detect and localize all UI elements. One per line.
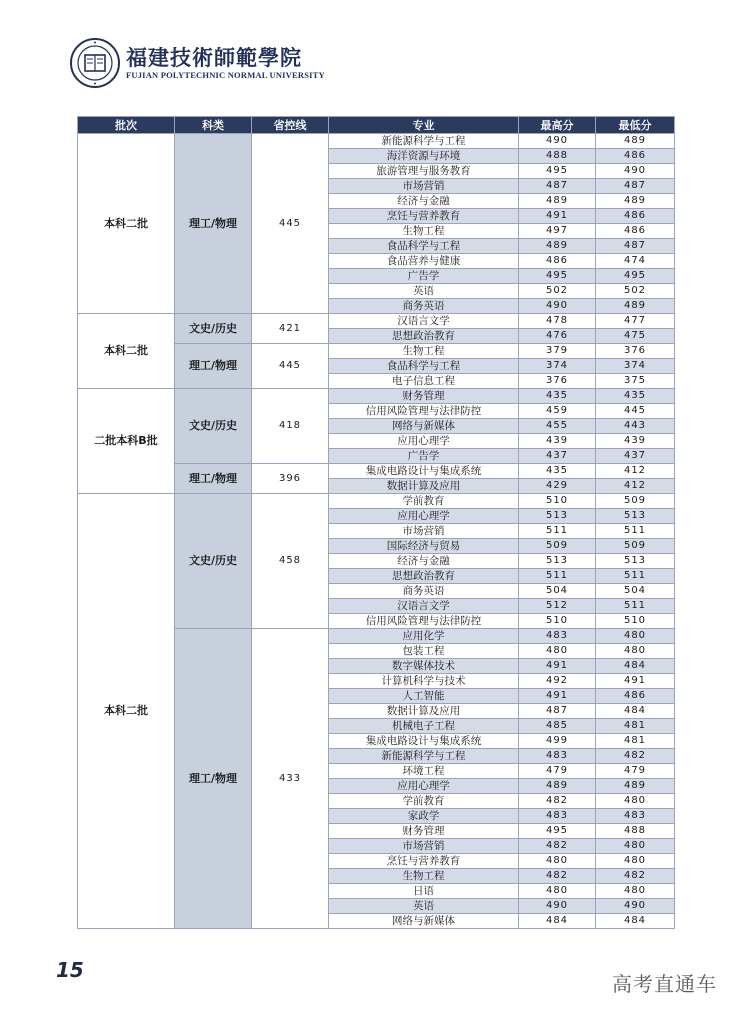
major-cell: 日语	[329, 884, 519, 899]
max-score-cell: 459	[519, 404, 596, 419]
major-cell: 数字媒体技术	[329, 659, 519, 674]
min-score-cell: 482	[596, 869, 675, 884]
min-score-cell: 511	[596, 569, 675, 584]
category-cell: 理工/物理	[175, 629, 252, 929]
category-cell: 文史/历史	[175, 494, 252, 629]
major-cell: 生物工程	[329, 344, 519, 359]
page-number: 15	[56, 958, 84, 982]
max-score-cell: 495	[519, 824, 596, 839]
max-score-cell: 492	[519, 674, 596, 689]
major-cell: 应用化学	[329, 629, 519, 644]
major-cell: 电子信息工程	[329, 374, 519, 389]
admission-score-table	[77, 116, 675, 929]
watermark-text: 高考直通车	[612, 972, 717, 996]
min-score-cell: 511	[596, 599, 675, 614]
max-score-cell: 497	[519, 224, 596, 239]
major-cell: 食品营养与健康	[329, 254, 519, 269]
min-score-cell: 513	[596, 509, 675, 524]
min-score-cell: 475	[596, 329, 675, 344]
max-score-cell: 483	[519, 749, 596, 764]
max-score-cell: 513	[519, 509, 596, 524]
table-row	[78, 389, 675, 404]
table-header-row	[78, 117, 675, 134]
table-body	[78, 134, 675, 929]
min-score-cell: 486	[596, 689, 675, 704]
min-score-cell: 489	[596, 194, 675, 209]
min-score-cell: 489	[596, 299, 675, 314]
min-score-cell: 435	[596, 389, 675, 404]
major-cell: 经济与金融	[329, 194, 519, 209]
min-score-cell: 510	[596, 614, 675, 629]
major-cell: 计算机科学与技术	[329, 674, 519, 689]
max-score-cell: 476	[519, 329, 596, 344]
major-cell: 英语	[329, 899, 519, 914]
min-score-cell: 489	[596, 134, 675, 149]
control-line-cell: 421	[252, 314, 329, 344]
major-cell: 学前教育	[329, 494, 519, 509]
min-score-cell: 480	[596, 854, 675, 869]
min-score-cell: 374	[596, 359, 675, 374]
max-score-cell: 439	[519, 434, 596, 449]
major-cell: 烹饪与营养教育	[329, 209, 519, 224]
max-score-cell: 513	[519, 554, 596, 569]
min-score-cell: 480	[596, 884, 675, 899]
table-row	[78, 134, 675, 149]
major-cell: 网络与新媒体	[329, 419, 519, 434]
min-score-cell: 504	[596, 584, 675, 599]
major-cell: 集成电路设计与集成系统	[329, 464, 519, 479]
major-cell: 思想政治教育	[329, 329, 519, 344]
max-score-cell: 502	[519, 284, 596, 299]
major-cell: 数据计算及应用	[329, 704, 519, 719]
column-header-batch: 批次	[78, 117, 175, 134]
major-cell: 市场营销	[329, 839, 519, 854]
max-score-cell: 491	[519, 689, 596, 704]
min-score-cell: 474	[596, 254, 675, 269]
major-cell: 广告学	[329, 269, 519, 284]
school-seal-icon	[70, 38, 120, 88]
major-cell: 国际经济与贸易	[329, 539, 519, 554]
max-score-cell: 429	[519, 479, 596, 494]
max-score-cell: 482	[519, 839, 596, 854]
column-header-max-score: 最高分	[519, 117, 596, 134]
min-score-cell: 509	[596, 494, 675, 509]
major-cell: 信用风险管理与法律防控	[329, 404, 519, 419]
max-score-cell: 480	[519, 854, 596, 869]
major-cell: 商务英语	[329, 299, 519, 314]
control-line-cell: 433	[252, 629, 329, 929]
control-line-cell: 396	[252, 464, 329, 494]
major-cell: 思想政治教育	[329, 569, 519, 584]
major-cell: 信用风险管理与法律防控	[329, 614, 519, 629]
control-line-cell: 458	[252, 494, 329, 629]
min-score-cell: 491	[596, 674, 675, 689]
max-score-cell: 480	[519, 884, 596, 899]
max-score-cell: 480	[519, 644, 596, 659]
school-name-cn: 福建技術師範學院	[126, 45, 302, 70]
max-score-cell: 487	[519, 704, 596, 719]
max-score-cell: 483	[519, 629, 596, 644]
min-score-cell: 488	[596, 824, 675, 839]
table-row	[78, 314, 675, 329]
max-score-cell: 490	[519, 134, 596, 149]
min-score-cell: 490	[596, 164, 675, 179]
min-score-cell: 486	[596, 149, 675, 164]
max-score-cell: 489	[519, 239, 596, 254]
min-score-cell: 486	[596, 209, 675, 224]
min-score-cell: 481	[596, 719, 675, 734]
max-score-cell: 478	[519, 314, 596, 329]
major-cell: 数据计算及应用	[329, 479, 519, 494]
major-cell: 包装工程	[329, 644, 519, 659]
min-score-cell: 495	[596, 269, 675, 284]
min-score-cell: 439	[596, 434, 675, 449]
control-line-cell: 445	[252, 134, 329, 314]
batch-cell: 本科二批	[78, 494, 175, 929]
major-cell: 集成电路设计与集成系统	[329, 734, 519, 749]
max-score-cell: 512	[519, 599, 596, 614]
min-score-cell: 513	[596, 554, 675, 569]
major-cell: 海洋资源与环境	[329, 149, 519, 164]
max-score-cell: 483	[519, 809, 596, 824]
category-cell: 文史/历史	[175, 314, 252, 344]
school-logo	[70, 38, 325, 88]
major-cell: 市场营销	[329, 179, 519, 194]
column-header-major: 专业	[329, 117, 519, 134]
major-cell: 商务英语	[329, 584, 519, 599]
min-score-cell: 487	[596, 239, 675, 254]
min-score-cell: 484	[596, 659, 675, 674]
major-cell: 广告学	[329, 449, 519, 464]
min-score-cell: 480	[596, 794, 675, 809]
school-name-en: FUJIAN POLYTECHNIC NORMAL UNIVERSITY	[126, 70, 325, 80]
max-score-cell: 482	[519, 869, 596, 884]
max-score-cell: 479	[519, 764, 596, 779]
max-score-cell: 504	[519, 584, 596, 599]
major-cell: 食品科学与工程	[329, 239, 519, 254]
major-cell: 汉语言文学	[329, 599, 519, 614]
max-score-cell: 510	[519, 614, 596, 629]
min-score-cell: 484	[596, 914, 675, 929]
major-cell: 人工智能	[329, 689, 519, 704]
major-cell: 汉语言文学	[329, 314, 519, 329]
min-score-cell: 479	[596, 764, 675, 779]
max-score-cell: 435	[519, 389, 596, 404]
min-score-cell: 480	[596, 629, 675, 644]
max-score-cell: 491	[519, 209, 596, 224]
batch-cell: 本科二批	[78, 134, 175, 314]
min-score-cell: 511	[596, 524, 675, 539]
category-cell: 理工/物理	[175, 464, 252, 494]
major-cell: 食品科学与工程	[329, 359, 519, 374]
min-score-cell: 480	[596, 644, 675, 659]
max-score-cell: 510	[519, 494, 596, 509]
max-score-cell: 495	[519, 269, 596, 284]
min-score-cell: 487	[596, 179, 675, 194]
min-score-cell: 484	[596, 704, 675, 719]
min-score-cell: 490	[596, 899, 675, 914]
major-cell: 应用心理学	[329, 509, 519, 524]
column-header-category: 科类	[175, 117, 252, 134]
major-cell: 市场营销	[329, 524, 519, 539]
min-score-cell: 481	[596, 734, 675, 749]
table-row	[78, 494, 675, 509]
major-cell: 家政学	[329, 809, 519, 824]
max-score-cell: 437	[519, 449, 596, 464]
max-score-cell: 491	[519, 659, 596, 674]
major-cell: 生物工程	[329, 869, 519, 884]
min-score-cell: 480	[596, 839, 675, 854]
max-score-cell: 511	[519, 524, 596, 539]
max-score-cell: 487	[519, 179, 596, 194]
major-cell: 新能源科学与工程	[329, 134, 519, 149]
max-score-cell: 488	[519, 149, 596, 164]
major-cell: 烹饪与营养教育	[329, 854, 519, 869]
min-score-cell: 486	[596, 224, 675, 239]
column-header-control-line: 省控线	[252, 117, 329, 134]
min-score-cell: 376	[596, 344, 675, 359]
batch-cell: 二批本科B批	[78, 389, 175, 494]
min-score-cell: 489	[596, 779, 675, 794]
max-score-cell: 489	[519, 779, 596, 794]
max-score-cell: 435	[519, 464, 596, 479]
min-score-cell: 437	[596, 449, 675, 464]
max-score-cell: 486	[519, 254, 596, 269]
max-score-cell: 490	[519, 899, 596, 914]
min-score-cell: 443	[596, 419, 675, 434]
max-score-cell: 485	[519, 719, 596, 734]
category-cell: 文史/历史	[175, 389, 252, 464]
category-cell: 理工/物理	[175, 134, 252, 314]
max-score-cell: 489	[519, 194, 596, 209]
min-score-cell: 502	[596, 284, 675, 299]
major-cell: 新能源科学与工程	[329, 749, 519, 764]
column-header-min-score: 最低分	[596, 117, 675, 134]
max-score-cell: 376	[519, 374, 596, 389]
max-score-cell: 490	[519, 299, 596, 314]
control-line-cell: 418	[252, 389, 329, 464]
max-score-cell: 379	[519, 344, 596, 359]
major-cell: 旅游管理与服务教育	[329, 164, 519, 179]
max-score-cell: 495	[519, 164, 596, 179]
major-cell: 网络与新媒体	[329, 914, 519, 929]
major-cell: 应用心理学	[329, 434, 519, 449]
major-cell: 经济与金融	[329, 554, 519, 569]
max-score-cell: 482	[519, 794, 596, 809]
major-cell: 英语	[329, 284, 519, 299]
min-score-cell: 483	[596, 809, 675, 824]
major-cell: 财务管理	[329, 389, 519, 404]
min-score-cell: 482	[596, 749, 675, 764]
major-cell: 财务管理	[329, 824, 519, 839]
max-score-cell: 455	[519, 419, 596, 434]
min-score-cell: 412	[596, 464, 675, 479]
category-cell: 理工/物理	[175, 344, 252, 389]
control-line-cell: 445	[252, 344, 329, 389]
min-score-cell: 477	[596, 314, 675, 329]
min-score-cell: 509	[596, 539, 675, 554]
max-score-cell: 511	[519, 569, 596, 584]
major-cell: 学前教育	[329, 794, 519, 809]
max-score-cell: 484	[519, 914, 596, 929]
max-score-cell: 374	[519, 359, 596, 374]
max-score-cell: 509	[519, 539, 596, 554]
min-score-cell: 445	[596, 404, 675, 419]
major-cell: 机械电子工程	[329, 719, 519, 734]
max-score-cell: 499	[519, 734, 596, 749]
min-score-cell: 375	[596, 374, 675, 389]
major-cell: 生物工程	[329, 224, 519, 239]
major-cell: 环境工程	[329, 764, 519, 779]
min-score-cell: 412	[596, 479, 675, 494]
major-cell: 应用心理学	[329, 779, 519, 794]
batch-cell: 本科二批	[78, 314, 175, 389]
